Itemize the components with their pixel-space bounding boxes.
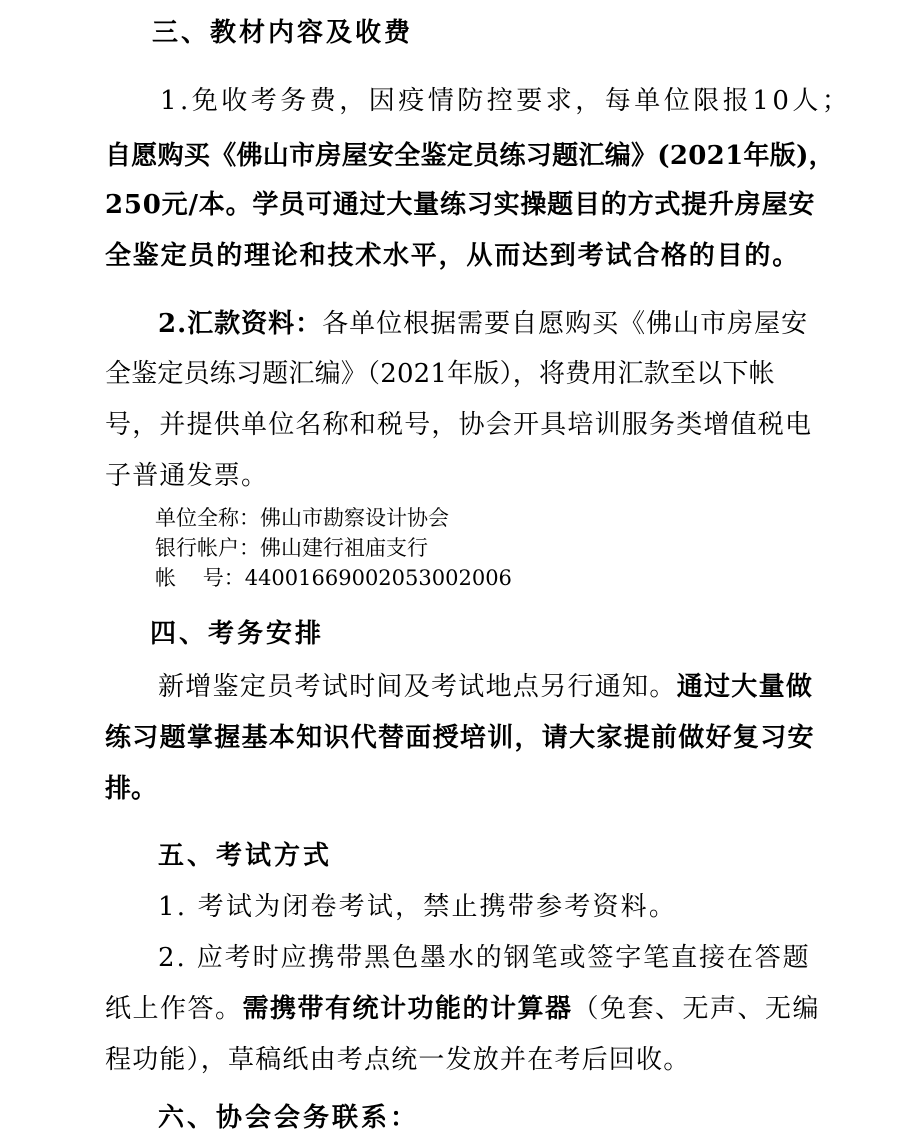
sec3-item1-bold-line2: 250元/本。学员可通过大量练习实操题目的方式提升房屋安 (105, 190, 816, 220)
section-6-heading: 六、协会会务联系： (158, 1103, 420, 1133)
sec4-plain-text: 新增鉴定员考试时间及考试地点另行通知。 (158, 672, 677, 702)
sec3-item1-plain: 1.免收考务费，因疫情防控要求，每单位限报10人； (160, 86, 852, 116)
account-number-row (155, 565, 512, 591)
sec3-item2-text1: 各单位根据需要自愿购买《佛山市房屋安 (322, 309, 809, 339)
account-name-label: 单位全称： (155, 506, 260, 530)
sec5-item2-tail: （免套、无声、无编 (572, 994, 821, 1024)
sec5-item2-plain: 纸上作答。 (105, 994, 243, 1024)
account-bank-value: 佛山建行祖庙支行 (260, 536, 428, 560)
section-5-heading: 五、考试方式 (158, 841, 333, 871)
sec3-item2-label: 2.汇款资料： (158, 309, 323, 339)
sec5-item2-line1: 2. 应考时应携带黑色墨水的钢笔或签字笔直接在答题 (158, 943, 811, 973)
sec4-bold-line2: 练习题掌握基本知识代替面授培训，请大家提前做好复习安 (105, 723, 815, 753)
sec5-item2-line2 (105, 993, 820, 1025)
account-name-row (155, 505, 449, 531)
sec5-item1: 1. 考试为闭卷考试，禁止携带参考资料。 (158, 892, 678, 922)
sec3-item2-line1 (158, 308, 808, 340)
account-name-value: 佛山市勘察设计协会 (260, 506, 449, 530)
account-number-value: 44001669002053002006 (244, 566, 512, 590)
account-number-label: 帐 号： (155, 566, 245, 590)
sec3-item1-bold-line3: 全鉴定员的理论和技术水平，从而达到考试合格的目的。 (105, 241, 801, 271)
sec3-item2-line2: 全鉴定员练习题汇编》（2021年版），将费用汇款至以下帐 (105, 359, 775, 389)
account-bank-label: 银行帐户： (155, 536, 260, 560)
sec4-bold-text1: 通过大量做 (676, 672, 814, 702)
sec4-line1 (158, 671, 813, 703)
section-4-heading: 四、考务安排 (150, 619, 325, 649)
sec5-item2-bold: 需携带有统计功能的计算器 (242, 994, 573, 1024)
sec3-item1-bold-line1: 自愿购买《佛山市房屋安全鉴定员练习题汇编》(2021年版)， (105, 141, 835, 171)
account-bank-row (155, 535, 428, 561)
sec3-item2-line3: 号，并提供单位名称和税号，协会开具培训服务类增值税电 (105, 410, 813, 440)
sec4-bold-line3: 排。 (105, 774, 158, 804)
sec3-item2-line4: 子普通发票。 (105, 461, 269, 491)
sec5-item2-line3: 程功能），草稿纸由考点统一发放并在考后回收。 (105, 1045, 691, 1075)
section-3-heading: 三、教材内容及收费 (152, 18, 414, 48)
